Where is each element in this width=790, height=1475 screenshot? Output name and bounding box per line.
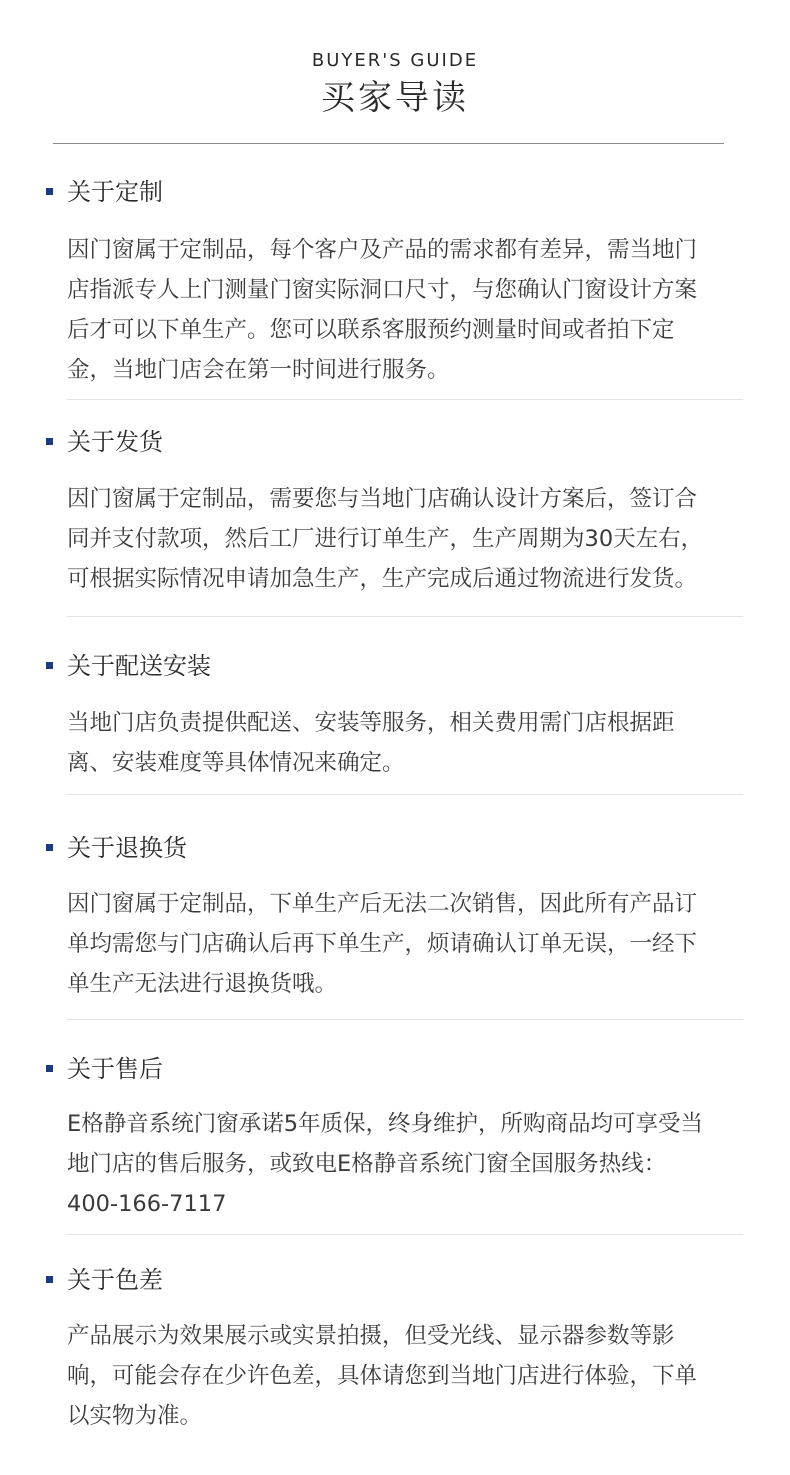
body-line: 以实物为准。 <box>67 1403 203 1429</box>
section-title: 关于配送安装 <box>67 652 211 680</box>
section-divider <box>67 1019 743 1020</box>
body-line: 地门店的售后服务，或致电E格静音系统门窗全国服务热线： <box>67 1151 667 1177</box>
body-line: 单生产无法进行退换货哦。 <box>67 971 338 997</box>
body-line: 金，当地门店会在第一时间进行服务。 <box>67 357 450 383</box>
bullet-icon <box>46 662 53 669</box>
body-line: 因门窗属于定制品，每个客户及产品的需求都有差异，需当地门 <box>67 237 698 263</box>
section-body <box>67 703 747 783</box>
body-line: 可根据实际情况申请加急生产，生产完成后通过物流进行发货。 <box>67 566 698 592</box>
section-body <box>67 1104 747 1224</box>
body-line: 当地门店负责提供配送、安装等服务，相关费用需门店根据距 <box>67 710 675 736</box>
body-line: 响，可能会存在少许色差，具体请您到当地门店进行体验，下单 <box>67 1363 698 1389</box>
section-title: 关于色差 <box>67 1266 163 1294</box>
bullet-icon <box>46 188 53 195</box>
header-title-en: BUYER'S GUIDE <box>311 50 479 71</box>
body-line: 产品展示为效果展示或实景拍摄，但受光线、显示器参数等影 <box>67 1323 675 1349</box>
section-title: 关于退换货 <box>67 834 187 862</box>
body-line: 后才可以下单生产。您可以联系客服预约测量时间或者拍下定 <box>67 317 675 343</box>
header-divider <box>53 143 724 144</box>
section-divider <box>67 1234 743 1235</box>
header-title-cn: 买家导读 <box>321 78 469 118</box>
body-line: 离、安装难度等具体情况来确定。 <box>67 750 405 776</box>
section-divider <box>67 399 743 400</box>
bullet-icon <box>46 438 53 445</box>
section-divider <box>67 616 743 617</box>
service-hotline: 400-166-7117 <box>67 1191 227 1217</box>
section-body <box>67 230 747 390</box>
section-title: 关于定制 <box>67 178 163 206</box>
section-title: 关于发货 <box>67 428 163 456</box>
section-body <box>67 1316 747 1436</box>
section-title: 关于售后 <box>67 1055 163 1083</box>
section-divider <box>67 794 743 795</box>
bullet-icon <box>46 1065 53 1072</box>
section-body <box>67 479 747 599</box>
bullet-icon <box>46 1276 53 1283</box>
body-line: 店指派专人上门测量门窗实际洞口尺寸，与您确认门窗设计方案 <box>67 277 698 303</box>
body-line: 单均需您与门店确认后再下单生产，烦请确认订单无误，一经下 <box>67 931 698 957</box>
bullet-icon <box>46 844 53 851</box>
section-body <box>67 884 747 1004</box>
body-line: E格静音系统门窗承诺5年质保，终身维护，所购商品均可享受当 <box>67 1111 704 1137</box>
body-line: 因门窗属于定制品，下单生产后无法二次销售，因此所有产品订 <box>67 891 698 917</box>
body-line: 同并支付款项，然后工厂进行订单生产，生产周期为30天左右， <box>67 526 704 552</box>
body-line: 因门窗属于定制品，需要您与当地门店确认设计方案后，签订合 <box>67 486 698 512</box>
